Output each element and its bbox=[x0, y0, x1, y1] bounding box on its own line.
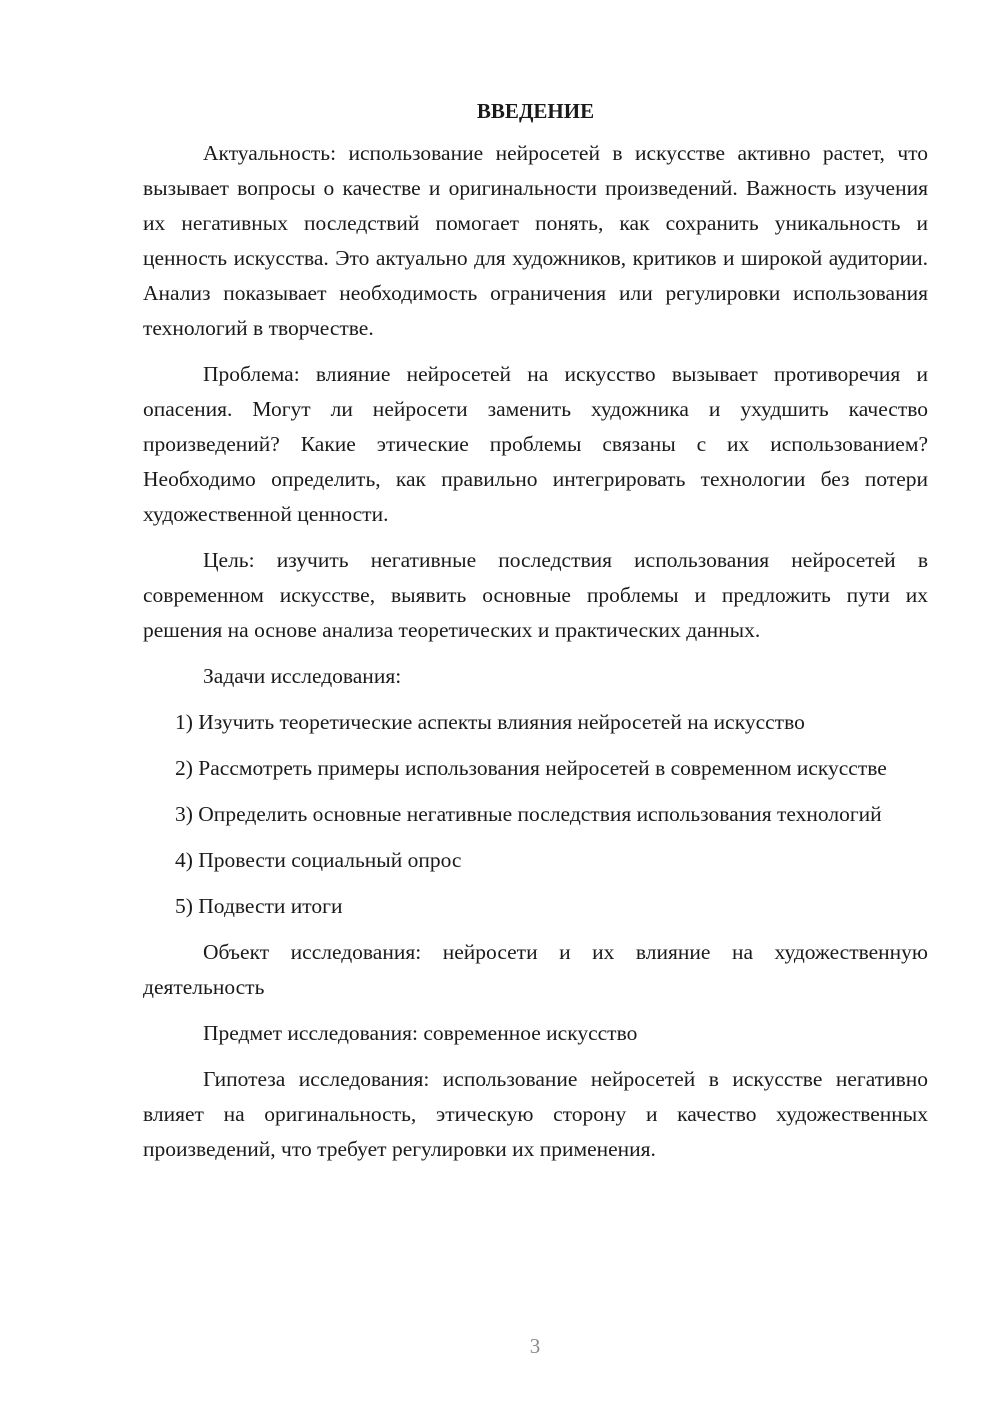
tasks-list bbox=[143, 705, 928, 924]
section-heading: ВВЕДЕНИЕ bbox=[476, 99, 595, 123]
list-item: 1) Изучить теоретические аспекты влияния нейросетей на искусство bbox=[175, 710, 805, 734]
list-item: 4) Провести социальный опрос bbox=[175, 848, 462, 872]
list-item: 2) Рассмотреть примеры использования нейросетей в современном искусстве bbox=[175, 756, 887, 780]
object-paragraph: Объект исследования: нейросети и их влияние на художественную деятельность bbox=[143, 940, 928, 999]
list-item: 3) Определить основные негативные последствия использования технологий bbox=[175, 802, 882, 826]
hypothesis-paragraph: Гипотеза исследования: использование нейросетей в искусстве негативно влияет на оригинальность, этическую сторону и качество художественных произведений, что требует регулировки их применения. bbox=[143, 1067, 928, 1161]
subject-paragraph: Предмет исследования: современное искусство bbox=[203, 1021, 638, 1045]
document-page bbox=[143, 96, 928, 1178]
relevance-paragraph: Актуальность: использование нейросетей в искусстве активно растет, что вызывает вопросы о качестве и оригинальности произведений. Важность изучения их негативных последствий помогает понять, как сохранить уникальность и ценность искусства. Это актуально для художников, критиков и широкой аудитории. Анализ показывает необходимость ограничения или регулировки использования технологий в творчестве. bbox=[143, 141, 928, 340]
goal-paragraph: Цель: изучить негативные последствия использования нейросетей в современном искусстве, выявить основные проблемы и предложить пути их решения на основе анализа теоретических и практических данных. bbox=[143, 548, 928, 642]
page-number: 3 bbox=[529, 1334, 541, 1358]
tasks-title: Задачи исследования: bbox=[203, 664, 402, 688]
list-item: 5) Подвести итоги bbox=[175, 894, 343, 918]
problem-paragraph: Проблема: влияние нейросетей на искусство вызывает противоречия и опасения. Могут ли нейросети заменить художника и ухудшить качество произведений? Какие этические проблемы связаны с их использованием? Необходимо определить, как правильно интегрировать технологии без потери художественной ценности. bbox=[143, 362, 928, 526]
